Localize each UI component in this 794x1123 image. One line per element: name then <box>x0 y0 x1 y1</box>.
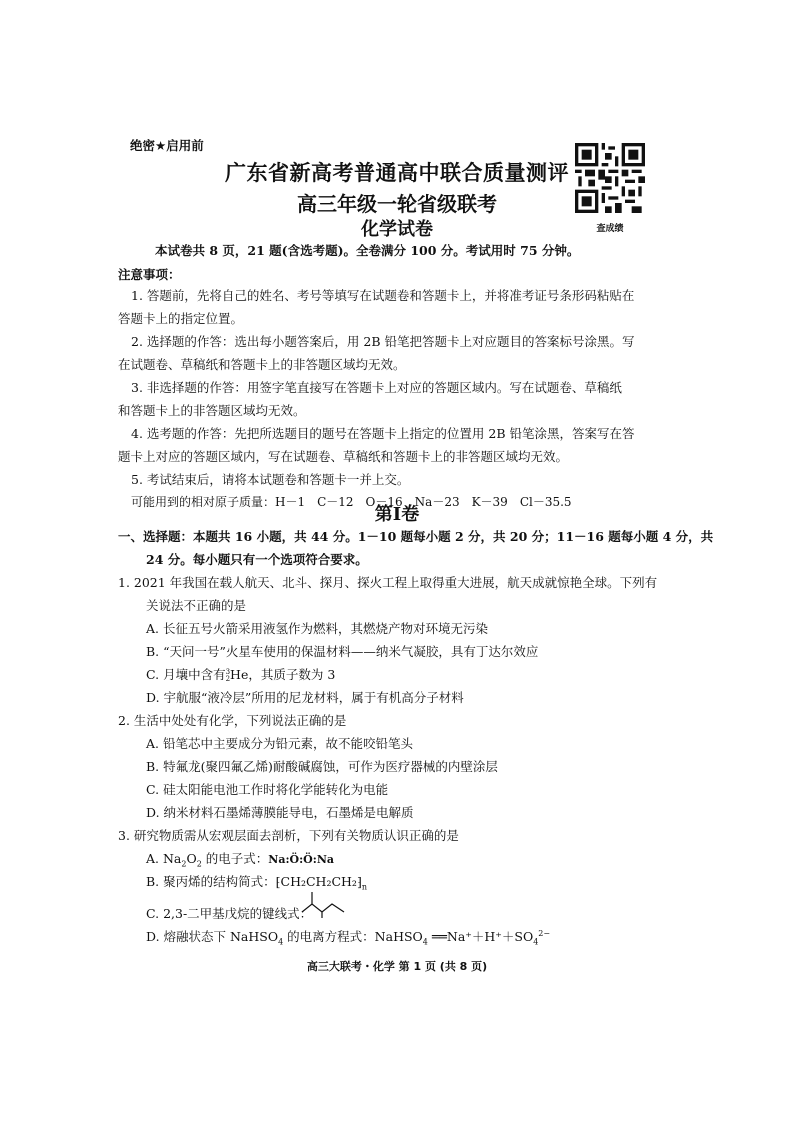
notice-heading: 注意事项： <box>118 267 181 282</box>
option-1d: D. 宇航服“液冷层”所用的尼龙材料，属于有机高分子材料 <box>146 690 464 705</box>
qr-code-icon[interactable] <box>575 143 645 213</box>
atomic-mass-line: 可能用到的相对原子质量：H－1 C－12 O－16 Na－23 K－39 Cl－35.5 <box>131 495 572 509</box>
exam-subtitle: 高三年级一轮省级联考 <box>297 192 497 216</box>
question-3-stem: 3. 研究物质需从宏观层面去剖析，下列有关物质认识正确的是 <box>118 828 459 843</box>
question-1-stem: 关说法不正确的是 <box>146 598 247 613</box>
question-2-stem: 2. 生活中处处有化学，下列说法正确的是 <box>118 713 347 728</box>
section-intro-line: 一、选择题：本题共 16 小题，共 44 分。1－10 题每小题 2 分，共 20 分；11－16 题每小题 4 分，共 <box>118 529 714 544</box>
option-3b: B. 聚丙烯的结构简式：$⁅CH_2CH_2CH_2⁆_n$ <box>146 874 367 892</box>
option-2a: A. 铅笔芯中主要成分为铅元素，故不能咬铅笔头 <box>146 736 413 751</box>
notice-line: 1. 答题前，先将自己的姓名、考号等填写在试题卷和答题卡上，并将准考证号条形码粘贴在 <box>131 288 635 303</box>
question-1-stem: 1. 2021 年我国在载人航天、北斗、探月、探火工程上取得重大进展，航天成就惊艳全球。下列有 <box>118 575 658 590</box>
notice-line: 5. 考试结束后，请将本试题卷和答题卡一并上交。 <box>131 472 410 487</box>
notice-line: 在试题卷、草稿纸和答题卡上的非答题区域均无效。 <box>118 357 406 372</box>
notice-line: 和答题卡上的非答题区域均无效。 <box>118 403 306 418</box>
exam-intro: 本试卷共 8 页，21 题(含选考题)。全卷满分 100 分。考试用时 75 分钟。 <box>155 243 580 258</box>
section-heading: 第Ⅰ卷 <box>374 504 420 525</box>
section-intro-line: 24 分。每小题只有一个选项符合要求。 <box>146 552 368 567</box>
skeletal-formula-icon <box>300 890 348 918</box>
option-3d: D. 熔融状态下 NaHSO$_4$ 的电离方程式：NaHSO$_4$ $══Na^++H^++SO_4^{2-}$ <box>146 928 551 947</box>
notice-line: 2. 选择题的作答：选出每小题答案后，用 2B 铅笔把答题卡上对应题目的答案标号涂黑。写 <box>131 334 635 349</box>
option-1a: A. 长征五号火箭采用液氢作为燃料，其燃烧产物对环境无污染 <box>146 621 488 636</box>
option-2d: D. 纳米材料石墨烯薄膜能导电，石墨烯是电解质 <box>146 805 414 820</box>
exam-title: 广东省新高考普通高中联合质量测评 <box>225 160 569 185</box>
option-1b: B. “天问一号”火星车使用的保温材料——纳米气凝胶，具有丁达尔效应 <box>146 644 539 659</box>
option-3a: A. $Na_2O_2$ 的电子式：Na:Ö:Ö:Na <box>146 851 335 869</box>
qr-code-label: 查成绩 <box>596 224 624 234</box>
notice-line: 3. 非选择题的作答：用签字笔直接写在答题卡上对应的答题区域内。写在试题卷、草稿纸 <box>131 380 622 395</box>
notice-line: 答题卡上的指定位置。 <box>118 311 244 326</box>
option-1c: C. 月壤中含有 3 2 He，其质子数为 3 <box>146 667 336 683</box>
option-2c: C. 硅太阳能电池工作时将化学能转化为电能 <box>146 782 389 797</box>
notice-line: 题卡上对应的答题区域内，写在试题卷、草稿纸和答题卡上的非答题区域均无效。 <box>118 449 569 464</box>
option-3c: C. 2,3-二甲基戊烷的键线式： <box>146 906 313 921</box>
page-footer: 高三大联考・化学 第 1 页 (共 8 页) <box>306 960 488 973</box>
subject-title: 化学试卷 <box>361 219 433 240</box>
confidential-label: 绝密★启用前 <box>130 138 204 153</box>
option-2b: B. 特氟龙(聚四氟乙烯)耐酸碱腐蚀，可作为医疗器械的内壁涂层 <box>146 759 498 774</box>
notice-line: 4. 选考题的作答：先把所选题目的题号在答题卡上指定的位置用 2B 铅笔涂黑，答案写在答 <box>131 426 635 441</box>
